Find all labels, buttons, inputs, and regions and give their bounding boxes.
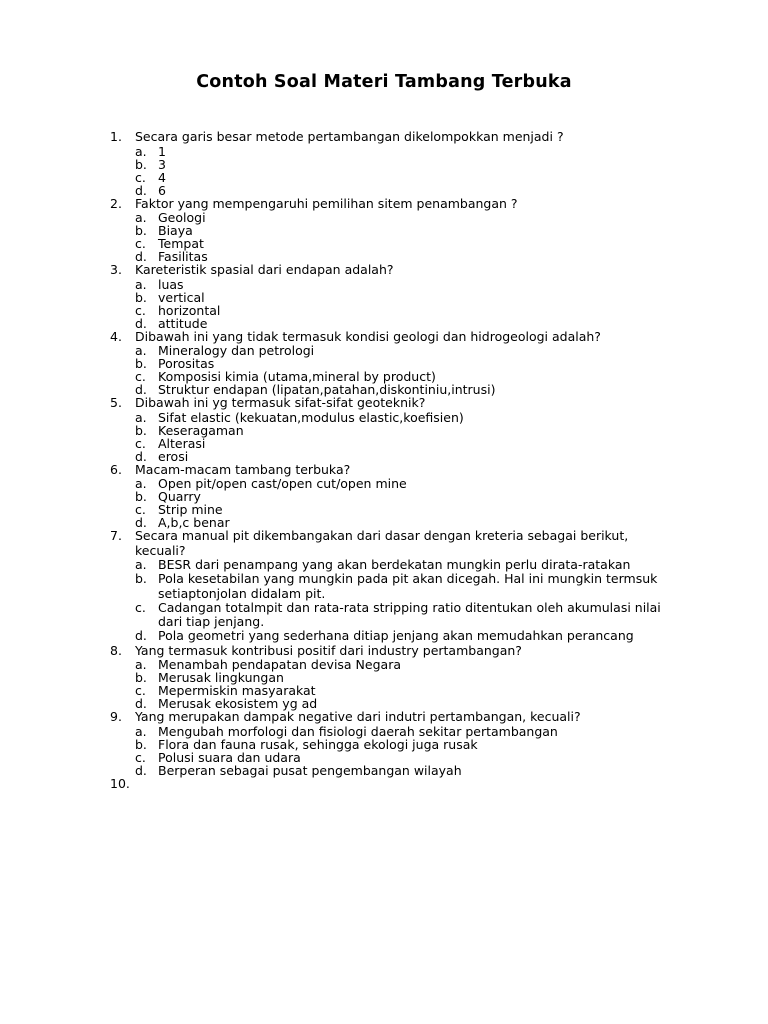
option-text: Merusak lingkungan [158, 670, 284, 686]
option-text: Mengubah morfologi dan fisiologi daerah sekitar pertambangan [158, 723, 558, 739]
option-letter: b. [135, 736, 147, 752]
question-number: 4. [110, 328, 122, 344]
option-list [135, 145, 670, 197]
option-list [135, 725, 670, 777]
option-text: horizontal [158, 302, 221, 318]
option-letter: b. [135, 571, 147, 587]
option-letter: d. [135, 448, 147, 464]
option-list [135, 278, 670, 330]
option-text: Berperan sebagai pusat pengembangan wilayah [158, 762, 462, 778]
option-list [135, 344, 670, 396]
option-c [135, 237, 670, 250]
question-number: 10. [110, 775, 130, 791]
option-text: Tempat [158, 236, 204, 251]
option-text: 6 [158, 182, 166, 198]
option-a [135, 278, 670, 291]
option-letter: d. [135, 628, 147, 644]
question-number: 7. [110, 528, 122, 543]
option-a [135, 558, 670, 572]
question-text [135, 777, 670, 792]
option-d [135, 184, 670, 197]
option-letter: c. [135, 435, 146, 451]
question-9 [110, 710, 670, 777]
option-letter: a. [135, 143, 147, 159]
option-letter: d. [135, 315, 147, 331]
option-text: Biaya [158, 223, 193, 238]
option-b [135, 224, 670, 237]
option-letter: c. [135, 502, 146, 517]
option-text: Komposisi kimia (utama,mineral by product) [158, 369, 436, 384]
option-letter: b. [135, 356, 147, 371]
question-1 [110, 130, 670, 197]
option-text: Porositas [158, 356, 215, 371]
option-letter: a. [135, 657, 147, 673]
question-number: 3. [110, 262, 122, 277]
option-letter: c. [135, 236, 146, 251]
option-text: Merusak ekosistem yg ad [158, 696, 318, 712]
option-c [135, 304, 670, 317]
question-number: 6. [110, 461, 122, 477]
option-text: Polusi suara dan udara [158, 749, 301, 765]
option-letter: a. [135, 276, 147, 292]
option-letter: c. [135, 369, 146, 384]
option-letter: a. [135, 723, 147, 739]
option-letter: c. [135, 599, 146, 615]
option-letter: d. [135, 696, 147, 712]
question-8 [110, 644, 670, 711]
question-3 [110, 263, 670, 330]
option-text: Strip mine [158, 502, 223, 517]
question-list [110, 130, 670, 791]
question-number: 2. [110, 195, 122, 211]
option-text: BESR dari penampang yang akan berdekatan mungkin perlu dirata-ratakan [158, 557, 631, 572]
option-a [135, 211, 670, 224]
option-text: Mepermiskin masyarakat [158, 683, 316, 699]
option-text: Pola kesetabilan yang mungkin pada pit akan dicegah. Hal ini mungkin termsuk setiaptonjolan didalam pit. [158, 571, 658, 601]
question-text: Secara manual pit dikembangakan dari dasar dengan kreteria sebagai berikut, kecuali? [135, 528, 629, 558]
question-text: Yang termasuk kontribusi positif dari industry pertambangan? [135, 642, 522, 658]
option-list [135, 658, 670, 710]
option-letter: a. [135, 343, 147, 358]
question-number: 9. [110, 709, 122, 725]
option-letter: b. [135, 670, 147, 686]
option-letter: a. [135, 557, 147, 572]
question-text: Faktor yang mempengaruhi pemilihan sitem penambangan ? [135, 195, 518, 211]
option-text: Sifat elastic (kekuatan,modulus elastic,koefisien) [158, 409, 464, 425]
option-letter: c. [135, 683, 146, 699]
option-letter: d. [135, 182, 147, 198]
option-letter: a. [135, 409, 147, 425]
option-letter: c. [135, 749, 146, 765]
option-d [135, 764, 670, 777]
question-2 [110, 197, 670, 264]
option-list [135, 477, 670, 529]
question-text: Dibawah ini yg termasuk sifat-sifat geoteknik? [135, 395, 426, 410]
option-c [135, 437, 670, 450]
option-text: Cadangan totalmpit dan rata-rata stripping ratio ditentukan oleh akumulasi nilai dari tiap jenjang. [158, 599, 661, 630]
option-text: Pola geometri yang sederhana ditiap jenjang akan memudahkan perancang [158, 628, 634, 644]
option-a [135, 477, 670, 490]
option-text: Geologi [158, 210, 206, 225]
option-letter: b. [135, 289, 147, 305]
question-number: 1. [110, 129, 122, 144]
question-5 [110, 396, 670, 463]
option-letter: d. [135, 515, 147, 530]
option-c [135, 601, 670, 630]
option-text: erosi [158, 448, 189, 464]
question-10 [110, 777, 670, 792]
option-text: 4 [158, 169, 166, 185]
option-letter: a. [135, 210, 147, 225]
option-b [135, 572, 670, 601]
option-letter: c. [135, 169, 146, 185]
option-letter: d. [135, 762, 147, 778]
question-text: Secara garis besar metode pertambangan dikelompokkan menjadi ? [135, 129, 564, 144]
option-text: A,b,c benar [158, 515, 230, 530]
option-a [135, 145, 670, 158]
question-4 [110, 330, 670, 397]
option-c [135, 171, 670, 184]
question-6 [110, 463, 670, 530]
option-letter: b. [135, 422, 147, 438]
option-text: attitude [158, 315, 208, 331]
option-list [135, 411, 670, 463]
option-d [135, 450, 670, 463]
option-text: Struktur endapan (lipatan,patahan,diskontiniu,intrusi) [158, 382, 496, 397]
option-list [135, 558, 670, 644]
option-letter: d. [135, 382, 147, 397]
option-letter: b. [135, 156, 147, 172]
option-letter: b. [135, 223, 147, 238]
question-number: 5. [110, 395, 122, 410]
option-d [135, 629, 670, 643]
option-text: Keseragaman [158, 422, 244, 438]
option-text: Menambah pendapatan devisa Negara [158, 657, 401, 673]
option-letter: a. [135, 476, 147, 491]
option-letter: b. [135, 489, 147, 504]
option-text: Open pit/open cast/open cut/open mine [158, 476, 407, 491]
option-text: Quarry [158, 489, 201, 504]
option-text: luas [158, 276, 184, 292]
option-list [135, 211, 670, 263]
option-b [135, 158, 670, 171]
option-text: 3 [158, 156, 166, 172]
question-text: Yang merupakan dampak negative dari indutri pertambangan, kecuali? [135, 709, 581, 725]
option-text: Fasilitas [158, 249, 208, 264]
question-7 [110, 529, 670, 644]
option-text: Alterasi [158, 435, 206, 451]
option-letter: c. [135, 302, 146, 318]
option-b [135, 424, 670, 437]
option-text: 1 [158, 143, 166, 159]
question-number: 8. [110, 642, 122, 658]
option-d [135, 317, 670, 330]
question-text: Macam-macam tambang terbuka? [135, 461, 351, 477]
question-text: Kareteristik spasial dari endapan adalah? [135, 262, 394, 277]
question-text: Dibawah ini yang tidak termasuk kondisi geologi dan hidrogeologi adalah? [135, 328, 601, 344]
option-letter: d. [135, 249, 147, 264]
option-a [135, 344, 670, 357]
option-text: Mineralogy dan petrologi [158, 343, 315, 358]
document-title: Contoh Soal Materi Tambang Terbuka [196, 72, 572, 92]
option-text: Flora dan fauna rusak, sehingga ekologi juga rusak [158, 736, 478, 752]
option-text: vertical [158, 289, 205, 305]
